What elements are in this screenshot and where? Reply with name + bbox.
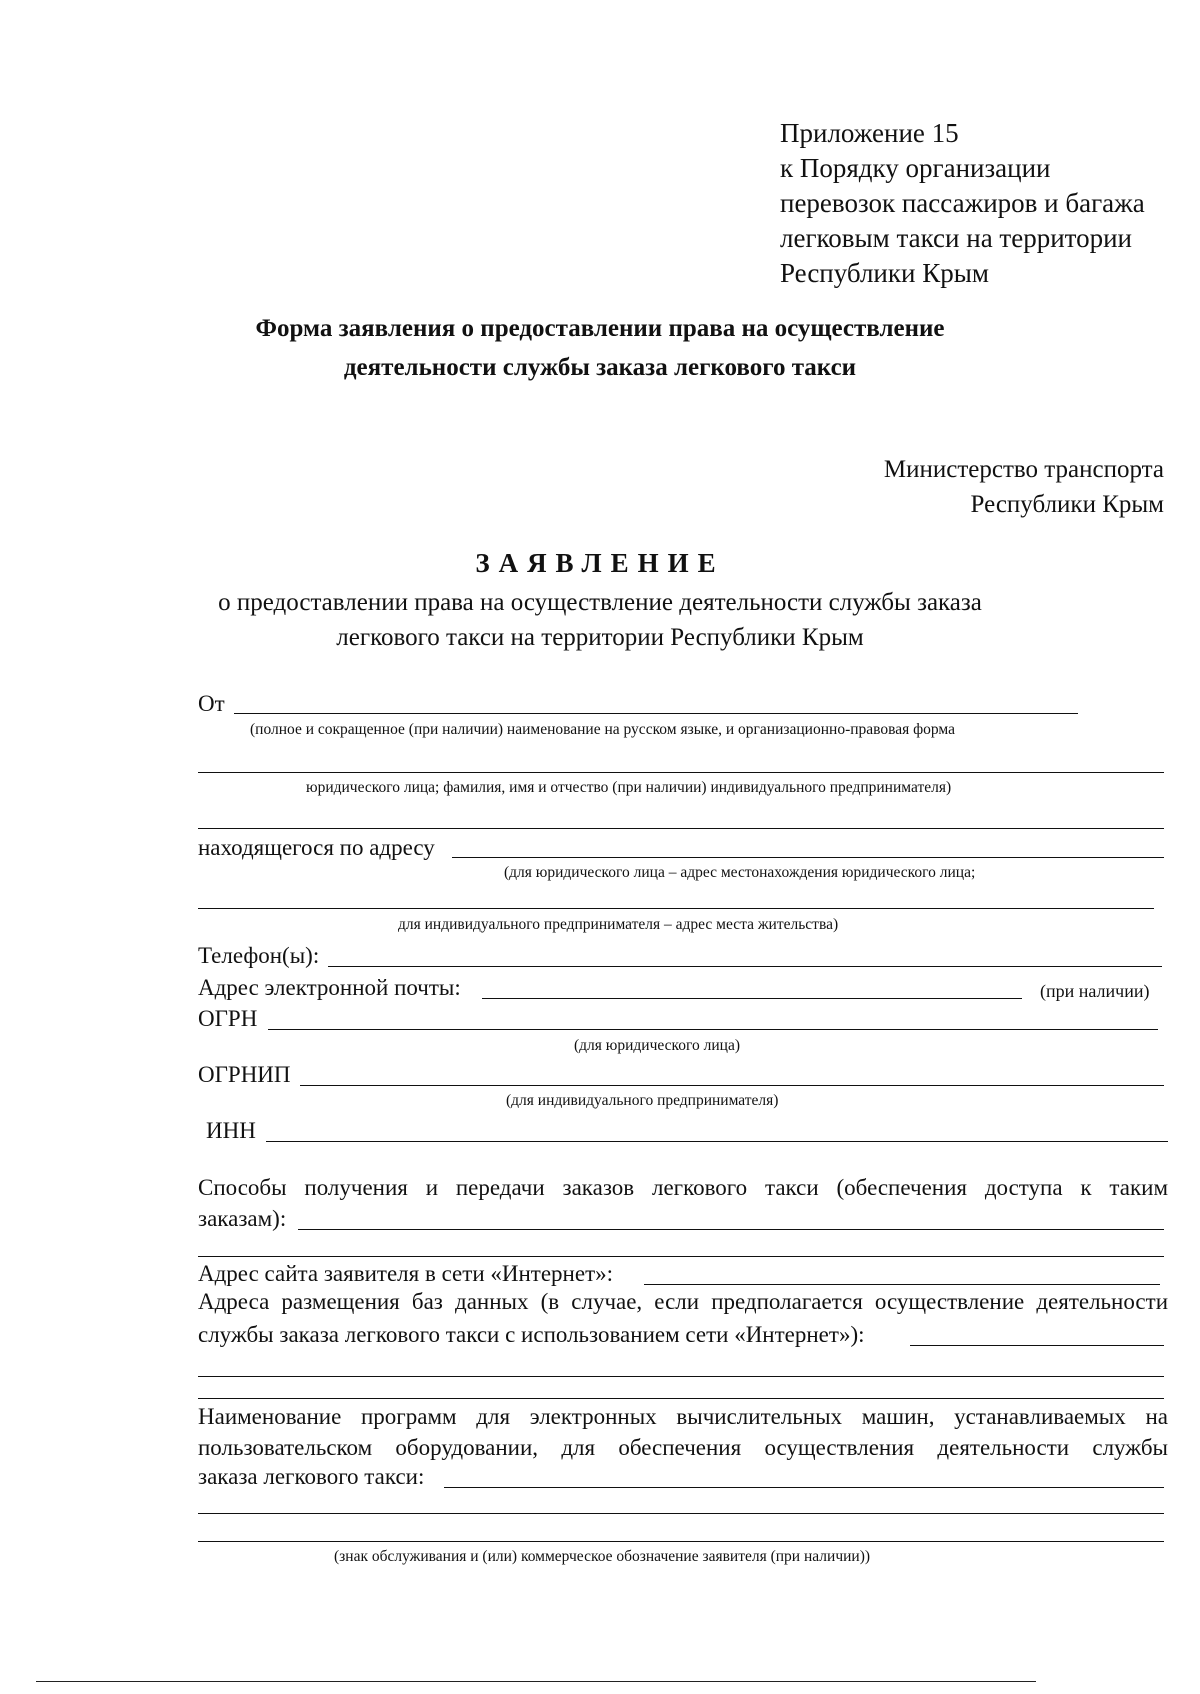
address-field-line-2[interactable] (198, 908, 1154, 909)
addressee (884, 452, 1164, 522)
from-label: От (198, 691, 225, 716)
email-field-line[interactable] (482, 998, 1022, 999)
email-label: Адрес электронной почты: (198, 975, 461, 1000)
appendix-line: легковым такси на территории (780, 223, 1133, 253)
methods-field-line[interactable] (298, 1229, 1164, 1230)
from-field-line-3[interactable] (198, 828, 1164, 829)
address-hint: (для юридического лица – адрес местонахождения юридического лица; (504, 864, 976, 881)
db-field-line-2[interactable] (198, 1376, 1164, 1377)
form-title (0, 309, 1200, 387)
form-title-line: деятельности службы заказа легкового такси (343, 354, 857, 381)
ogrnip-hint: (для индивидуального предпринимателя) (506, 1092, 779, 1109)
db-field-line-3[interactable] (198, 1398, 1164, 1399)
addressee-line: Республики Крым (970, 491, 1164, 518)
inn-field-line[interactable] (266, 1141, 1168, 1142)
inn-label: ИНН (206, 1118, 256, 1143)
from-field-line-2[interactable] (198, 772, 1164, 773)
methods-label: Способы получения и передачи заказов легкового такси (обеспечения доступа к таким (198, 1175, 1168, 1200)
db-label: Адреса размещения баз данных (в случае, если предполагается осуществление деятельности (198, 1289, 1168, 1314)
statement-subtitle-line: о предоставлении права на осуществление деятельности службы заказа (218, 589, 982, 616)
appendix-line: перевозок пассажиров и багажа (780, 188, 1145, 218)
phone-field-line[interactable] (328, 966, 1162, 967)
software-label: Наименование программ для электронных вычислительных машин, устанавливаемых на (198, 1404, 1168, 1429)
software-label-2: пользовательском оборудовании, для обеспечения осуществления деятельности службы (198, 1435, 1168, 1460)
software-field-line[interactable] (444, 1487, 1164, 1488)
email-note: (при наличии) (1040, 981, 1150, 1001)
statement-subtitle-line: легкового такси на территории Республики Крым (336, 624, 864, 651)
software-field-line-3[interactable] (198, 1541, 1164, 1542)
ogrn-hint: (для юридического лица) (574, 1037, 740, 1054)
trademark-hint: (знак обслуживания и (или) коммерческое обозначение заявителя (при наличии)) (334, 1548, 871, 1565)
ogrn-label: ОГРН (198, 1006, 258, 1031)
appendix-block (780, 116, 1145, 291)
appendix-line: Республики Крым (780, 258, 989, 288)
software-label-3: заказа легкового такси: (198, 1464, 425, 1489)
form-title-line: Форма заявления о предоставлении права на осуществление (255, 315, 945, 342)
statement-title: ЗАЯВЛЕНИЕ (475, 548, 725, 578)
appendix-line: к Порядку организации (780, 153, 1051, 183)
db-label-2: службы заказа легкового такси с использованием сети «Интернет»): (198, 1322, 865, 1347)
address-field-line[interactable] (452, 857, 1164, 858)
phone-label: Телефон(ы): (198, 943, 320, 968)
addressee-line: Министерство транспорта (883, 456, 1164, 483)
ogrn-field-line[interactable] (268, 1029, 1158, 1030)
software-field-line-2[interactable] (198, 1513, 1164, 1514)
from-field-line[interactable] (234, 713, 1078, 714)
appendix-line: Приложение 15 (780, 118, 959, 148)
db-field-line[interactable] (910, 1345, 1164, 1346)
ogrnip-field-line[interactable] (300, 1085, 1164, 1086)
website-field-line[interactable] (644, 1284, 1160, 1285)
from-hint-2: юридического лица; фамилия, имя и отчество (при наличии) индивидуального предпринимателя) (306, 779, 952, 796)
from-hint: (полное и сокращенное (при наличии) наименование на русском языке, и организационно-правовая форма (250, 721, 956, 738)
statement-subtitle (0, 585, 1200, 655)
bottom-rule (36, 1681, 1036, 1682)
methods-label-2: заказам): (198, 1206, 287, 1231)
address-label: находящегося по адресу (198, 835, 435, 860)
ogrnip-label: ОГРНИП (198, 1062, 291, 1087)
website-label: Адрес сайта заявителя в сети «Интернет»: (198, 1261, 614, 1286)
address-hint-2: для индивидуального предпринимателя – адрес места жительства) (398, 916, 839, 933)
methods-field-line-2[interactable] (198, 1256, 1164, 1257)
